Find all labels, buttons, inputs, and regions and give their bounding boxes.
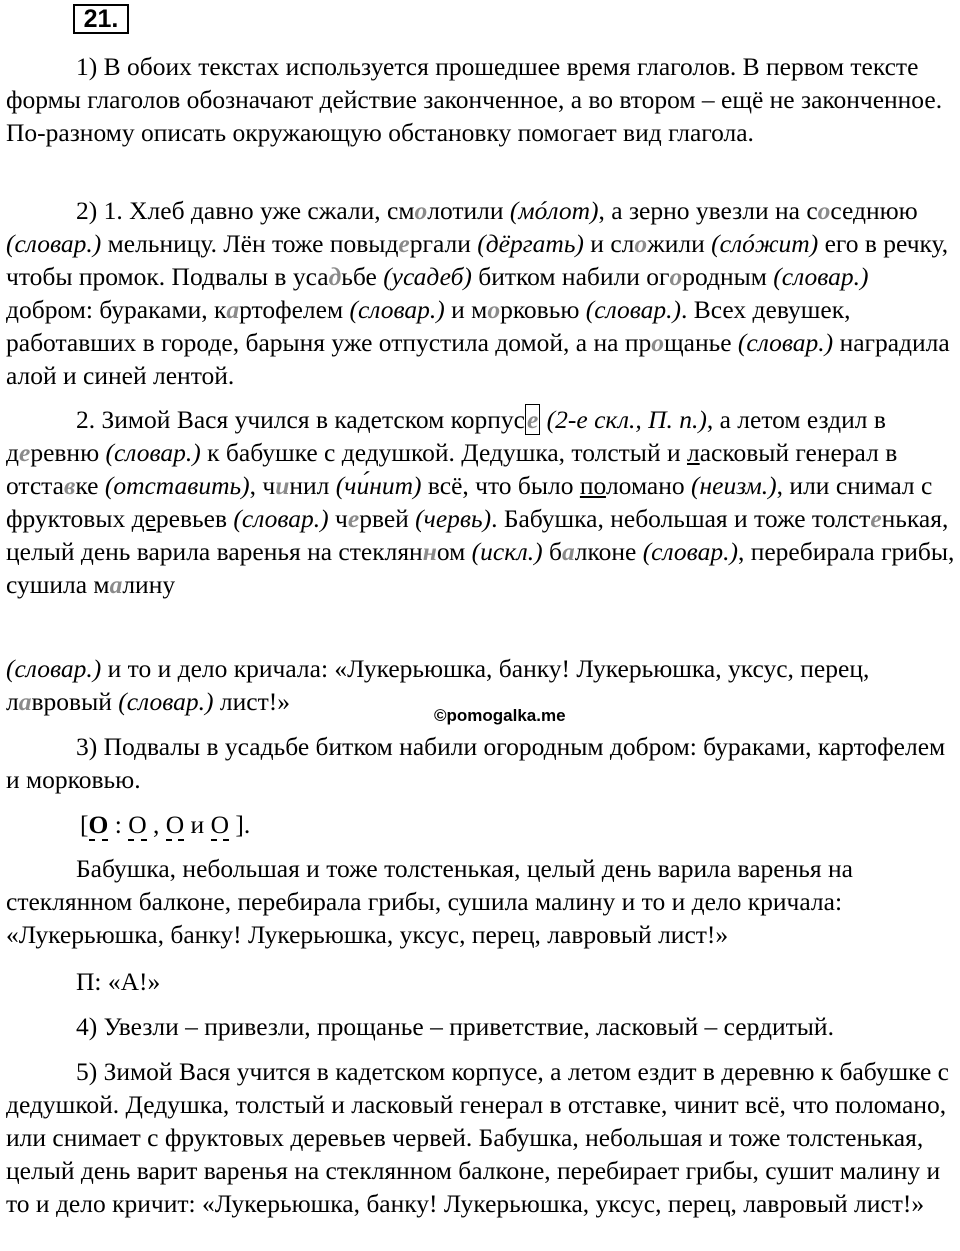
dictionary-note: (чи́нит) [335,471,422,500]
scheme-member: О [165,810,185,839]
highlight-letter: а [18,687,32,716]
text-run: и м [444,295,488,324]
highlight-letter: е [18,438,31,467]
highlight-letter: о [817,196,831,225]
answer-4-block [6,1010,956,1043]
scheme-colon: : [108,810,129,839]
highlight-letter: е [347,504,360,533]
dictionary-note: (мóлот) [509,196,599,225]
ending-box: е [526,405,539,434]
dictionary-note: (словар.) [773,262,869,291]
text-run: ревьев [155,504,234,533]
answer-3-sentence-1: 3) Подвалы в усадьбе битком набили огородным добром: бураками, картофелем и морковью. [6,732,946,794]
text-run: мельницу. Лён тоже повыд [101,229,399,258]
highlight-letter: о [651,328,664,357]
text-run: ч [328,504,348,533]
text-run: к бабушке с дедушкой. Дедушка, толстый и [200,438,687,467]
highlight-letter: а [226,295,240,324]
scheme-generalizing-word: О [88,810,109,839]
scheme-conjunction: и [184,810,211,839]
dictionary-note: (усадеб) [383,262,472,291]
highlight-letter: и [275,471,290,500]
answer-3-scheme-2: П: «А!» [76,967,161,996]
answer-2-text-2 [6,403,956,601]
text-run: щанье [663,328,738,357]
dictionary-note: (словар.) [6,229,102,258]
text-run: . Бабушка, небольшая и тоже толст [491,504,871,533]
dictionary-note: (словар.) [6,654,102,683]
text-run: , перебирала грибы, сушила м [6,537,955,599]
text-run: добром: бураками, к [6,295,227,324]
text-run: битком набили ог [471,262,670,291]
text-run: 2. Зимой Вася учился в кадетском корпус [76,405,525,434]
dictionary-note: (словар.) [118,687,214,716]
dictionary-note: (словар.) [585,295,682,324]
dictionary-note: (дёргать) [477,229,584,258]
watermark: ©pomogalka.me [434,706,566,725]
prefix-mark: по [579,471,606,500]
dictionary-note: (неизм.) [691,471,777,500]
text-run: ке [75,471,105,500]
text-run: рвей [359,504,416,533]
answer-3-scheme-2-block [6,965,956,998]
dictionary-note: (искл.) [471,537,543,566]
text-run: б [542,537,563,566]
sentence-scheme [80,808,250,841]
answer-5-block [6,1055,956,1220]
dictionary-note: (словар.) [105,438,201,467]
text-run: . Всех девушек, работавших в городе, барыня уже отпустила домой, а на пр [6,295,851,357]
text-run: ргали [409,229,478,258]
highlight-letter: в [63,471,76,500]
dictionary-note: (слóжит) [711,229,819,258]
text-run: , а зерно увезли на с [598,196,818,225]
dictionary-note: (словар.) [737,328,834,357]
answer-1-block [6,50,956,149]
text-run: рковью [500,295,586,324]
answer-3-block [6,730,956,796]
scheme-member: О [128,810,147,839]
text-run: нил [289,471,336,500]
text-run: ртофелем [239,295,350,324]
text-run: и то и дело кричала: «Лукерьюшка, банку! Лукерьюшка, уксус, перец, л [6,654,870,716]
dictionary-note: (словар.) [642,537,738,566]
text-run: ломано [605,471,691,500]
dictionary-note: (2-е скл., П. п.) [540,405,707,434]
answer-2-text-2-block [6,403,956,601]
answer-5-text: 5) Зимой Вася учится в кадетском корпусе, а летом ездит в деревню к бабушке с дедушкой. Дедушка, толстый и ласковый генерал в отставке, чинит всё, что поломано, или снимает с фруктовых деревьев червей. Бабушка, небольшая и тоже толстенькая, целый день варит варенья на стеклянном балконе, перебирает грибы, сушит малину и то и дело кричит: «Лукерьюшка, банку! Лукерьюшка, уксус, перец, лавровый лист!» [6,1057,949,1218]
text-run: 2) 1. Хлеб давно уже сжали, см [76,196,415,225]
highlight-letter: о [487,295,501,324]
highlight-letter: о [414,196,428,225]
prefix-mark: де [131,504,156,533]
answer-2-text-1 [6,194,956,392]
text-run: , ч [249,471,276,500]
highlight-letter: д [328,262,342,291]
scheme-comma: , [146,810,166,839]
dictionary-note: (словар.) [349,295,445,324]
text-run: , или снимал с фруктовых [6,471,933,533]
text-run: всё, что было [421,471,580,500]
text-run: ревню [30,438,106,467]
text-run: нькая, целый день варила варенья на стеклян [6,504,949,566]
highlight-letter: е [870,504,882,533]
text-run: , а летом ездил в д [6,405,886,467]
scheme-member: О [210,810,229,839]
exercise-number: 21. [73,4,129,34]
scheme-bracket-close: ]. [228,810,251,839]
dictionary-note: (червь) [415,504,492,533]
highlight-letter: а [562,537,575,566]
text-run: и сл [583,229,635,258]
highlight-letter: о [669,262,683,291]
text-run: седнюю [830,196,918,225]
text-run: вровый [31,687,119,716]
prefix-mark: л [686,438,700,467]
text-run: асковый генерал в отста [6,438,898,500]
text-run: ом [436,537,472,566]
text-run: жили [647,229,712,258]
highlight-letter: н [422,537,437,566]
highlight-letter: е [398,229,410,258]
dictionary-note: (словар.) [233,504,329,533]
answer-3-sentence-2-block [6,852,956,951]
highlight-letter: а [109,570,123,599]
text-run: ьбе [341,262,384,291]
answer-4-text: 4) Увезли – привезли, прощанье – приветствие, ласковый – сердитый. [76,1012,834,1041]
text-run: лотили [427,196,510,225]
answer-1-text: 1) В обоих текстах используется прошедшее время глаголов. В первом тексте формы глаголов обозначают действие законченное, а во втором – ещё не законченное. По-разному описать окружающую обстановку помогает вид глагола. [6,52,943,147]
text-run: лист!» [213,687,290,716]
dictionary-note: (отставить) [104,471,250,500]
answer-3-sentence-2: Бабушка, небольшая и тоже толстенькая, целый день варила варенья на стеклянном балконе, перебирала грибы, сушила малину и то и дело кричала: «Лукерьюшка, банку! Лукерьюшка, уксус, перец, лавровый лист!» [6,854,853,949]
text-run: наградила алой и синей лентой. [6,328,950,390]
text-run: его в речку, чтобы промок. Подвалы в уса [6,229,949,291]
answer-2-text-1-block [6,194,956,392]
text-run: лину [122,570,176,599]
highlight-letter: о [634,229,648,258]
scheme-bracket-open: [ [80,810,89,839]
text-run: лконе [574,537,643,566]
text-run: родным [682,262,774,291]
